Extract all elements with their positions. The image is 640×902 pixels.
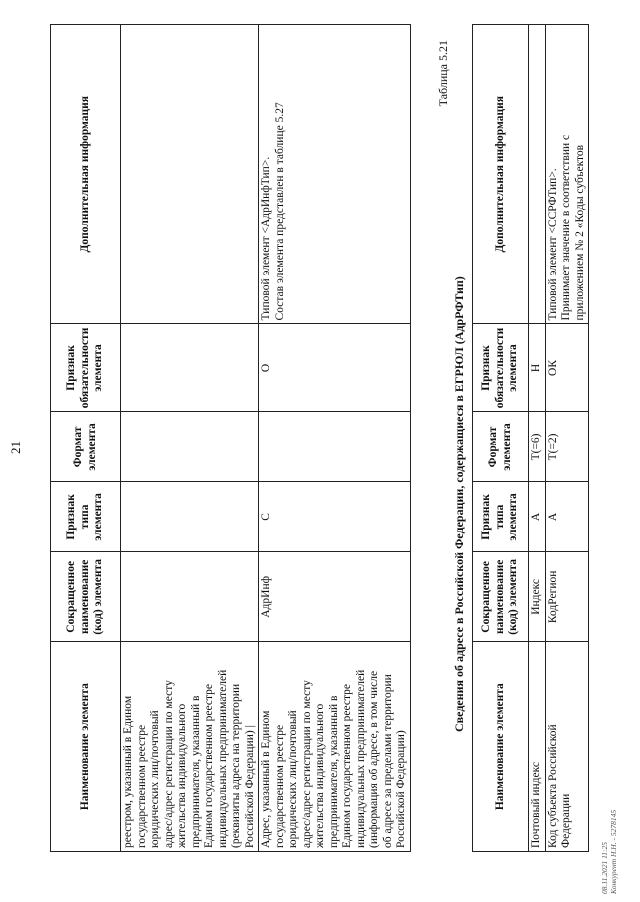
col-header-code: Сокращенное наименование (код) элемента xyxy=(473,552,529,642)
table-row xyxy=(121,25,259,852)
cell-format: T(=2) xyxy=(545,412,589,482)
cell-code: Индекс xyxy=(529,552,546,642)
col-header-format: Формат элемента xyxy=(473,412,529,482)
cell-type: С xyxy=(259,482,411,552)
cell-name: реестром, указанный в Едином государственном реестре юридических лиц/почтовый адрес/адрес регистрации по месту жительства индивидуального предпринимателя, указанный в Едином государственном реестре индивидуальных предпринимателей (реквизиты адреса на территории Российской Федерации) | xyxy=(121,642,259,852)
table-header-row xyxy=(473,25,529,852)
table-row xyxy=(529,25,546,852)
cell-required xyxy=(121,324,259,412)
col-header-name: Наименование элемента xyxy=(473,642,529,852)
table-title: Сведения об адресе в Российской Федерации, содержащиеся в ЕГРЮЛ (АдрРФТип) xyxy=(452,276,466,732)
cell-info xyxy=(529,25,546,324)
cell-info xyxy=(121,25,259,324)
col-header-info: Дополнительная информация xyxy=(473,25,529,324)
cell-code xyxy=(121,552,259,642)
cell-type: А xyxy=(529,482,546,552)
cell-required: Н xyxy=(529,324,546,412)
table-continuation xyxy=(50,24,411,852)
cell-info: Типовой элемент <ССРФТип>. Принимает значение в соответствии с приложением № 2 «Коды субъектов xyxy=(545,25,589,324)
cell-code: КодРегион xyxy=(545,552,589,642)
table-header-row xyxy=(51,25,121,852)
table-5-21 xyxy=(472,24,589,852)
cell-format xyxy=(259,412,411,482)
cell-name: Код субъекта Российской Федерации xyxy=(545,642,589,852)
cell-type xyxy=(121,482,259,552)
col-header-info: Дополнительная информация xyxy=(51,25,121,324)
cell-name: Почтовый индекс xyxy=(529,642,546,852)
col-header-format: Формат элемента xyxy=(51,412,121,482)
page-number: 21 xyxy=(8,441,23,454)
col-header-required: Признак обязательности элемента xyxy=(473,324,529,412)
cell-required: ОК xyxy=(545,324,589,412)
cell-format xyxy=(121,412,259,482)
cell-required: О xyxy=(259,324,411,412)
col-header-type: Признак типа элемента xyxy=(51,482,121,552)
cell-info: Типовой элемент <АдрИнфТип>. Состав элемента представлен в таблице 5.27 xyxy=(259,25,411,324)
col-header-required: Признак обязательности элемента xyxy=(51,324,121,412)
col-header-type: Признак типа элемента xyxy=(473,482,529,552)
cell-type: А xyxy=(545,482,589,552)
col-header-code: Сокращенное наименование (код) элемента xyxy=(51,552,121,642)
table-label: Таблица 5.21 xyxy=(436,40,450,107)
table-row xyxy=(545,25,589,852)
cell-name: Адрес, указанный в Едином государственном реестре юридических лиц/почтовый адрес/адрес регистрации по месту жительства индивидуального предпринимателя, указанный в Едином государственном реестре индивидуальных предпринимателей (информация об адресе, в том числе об адресе за пределами территории Российской Федерации) xyxy=(259,642,411,852)
cell-code: АдрИнф xyxy=(259,552,411,642)
cell-format: T(=6) xyxy=(529,412,546,482)
table-row xyxy=(259,25,411,852)
scan-stamp: 08.11.2021 11:25 Конкурент Н.Н. - 5278145 xyxy=(600,809,618,894)
col-header-name: Наименование элемента xyxy=(51,642,121,852)
